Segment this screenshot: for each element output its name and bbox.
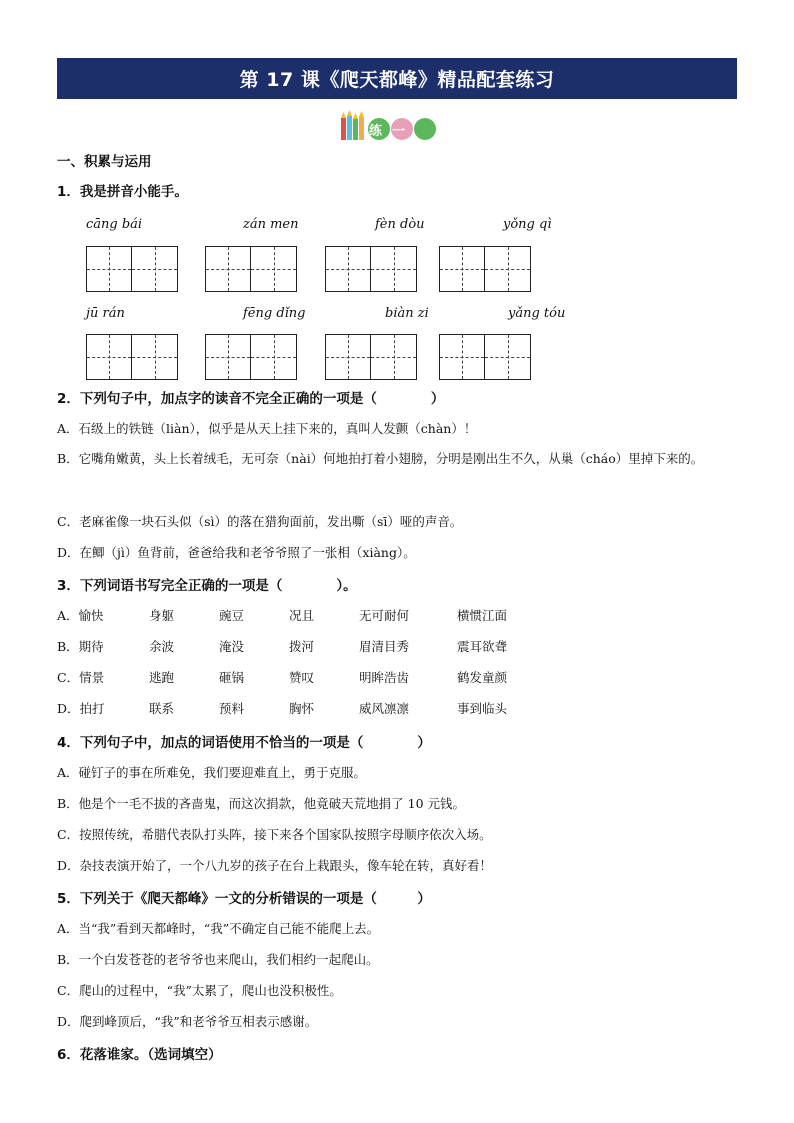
option-d: D．在鲫（jì）鱼背前，爸爸给我和老爷爷照了一张相（xiàng）。 <box>57 545 416 560</box>
word: 眉清目秀 <box>359 639 410 654</box>
option-a: A．当“我”看到天都峰时，“我”不确定自己能不能爬上去。 <box>57 921 380 936</box>
pinyin-label: cāng bái <box>86 217 143 232</box>
word: 砸锅 <box>219 670 245 685</box>
writing-grid[interactable] <box>86 334 178 380</box>
pinyin-label: fèn dòu <box>375 217 425 232</box>
writing-grid[interactable] <box>325 334 417 380</box>
word: D．拍打 <box>57 701 105 716</box>
question-1-title: 1．我是拼音小能手。 <box>57 184 188 200</box>
word: 威风凛凛 <box>359 701 410 716</box>
word: 明眸浩齿 <box>359 670 410 685</box>
word: 无可耐何 <box>359 608 410 623</box>
word: 赞叹 <box>289 670 315 685</box>
practice-badge <box>339 110 445 158</box>
option-d: D．杂技表演开始了，一个八九岁的孩子在台上栽跟头，像车轮在转，真好看！ <box>57 858 493 873</box>
option-b: B．一个白发苍苍的老爷爷也来爬山，我们相约一起爬山。 <box>57 952 379 967</box>
option-d: D．爬到峰顶后，“我”和老爷爷互相表示感谢。 <box>57 1014 318 1029</box>
pinyin-label: yǎng tóu <box>508 306 566 321</box>
pinyin-label: yǒng qì <box>503 217 552 232</box>
option-a: A．石级上的铁链（liàn），似乎是从天上挂下来的，真叫人发颤（chàn）！ <box>57 421 477 436</box>
word: 横惯江面 <box>457 608 508 623</box>
writing-grid[interactable] <box>86 246 178 292</box>
word: 拨河 <box>289 639 315 654</box>
writing-grid[interactable] <box>205 334 297 380</box>
option-c: C．老麻雀像一块石头似（sì）的落在猎狗面前，发出嘶（sī）哑的声音。 <box>57 514 463 529</box>
word: 豌豆 <box>219 608 245 623</box>
word: 震耳欲聋 <box>457 639 508 654</box>
pinyin-label: zán men <box>243 217 299 232</box>
word: 淹没 <box>219 639 245 654</box>
question-3-title: 3．下列词语书写完全正确的一项是（ ）。 <box>57 578 357 594</box>
writing-grid[interactable] <box>325 246 417 292</box>
word: C．情景 <box>57 670 105 685</box>
word: 联系 <box>149 701 175 716</box>
word: A．愉快 <box>57 608 104 623</box>
option-b: B．它嘴角嫩黄，头上长着绒毛，无可奈（nài）何地拍打着小翅膀，分明是刚出生不久，从巢（cháo）里掉下来的。 <box>57 451 704 466</box>
question-6-title: 6．花落谁家。（选词填空） <box>57 1047 222 1063</box>
option-c: C．爬山的过程中，“我”太累了，爬山也没积极性。 <box>57 983 342 998</box>
word: 况且 <box>289 608 315 623</box>
word: 余波 <box>149 639 175 654</box>
writing-grid[interactable] <box>439 334 531 380</box>
word: 身躯 <box>149 608 175 623</box>
word: 鹤发童颜 <box>457 670 508 685</box>
word: B．期待 <box>57 639 104 654</box>
option-b: B．他是个一毛不拔的吝啬鬼，而这次捐款，他竟破天荒地捐了 10 元钱。 <box>57 796 466 811</box>
writing-grid[interactable] <box>439 246 531 292</box>
page-title: 第 17 课《爬天都峰》精品配套练习 <box>57 58 737 99</box>
question-4-title: 4．下列句子中，加点的词语使用不恰当的一项是（ ） <box>57 735 431 751</box>
word: 事到临头 <box>457 701 508 716</box>
writing-grid[interactable] <box>205 246 297 292</box>
word: 逃跑 <box>149 670 175 685</box>
word: 预料 <box>219 701 245 716</box>
pinyin-label: jū rán <box>86 306 125 321</box>
pinyin-label: fēng dǐng <box>243 306 306 321</box>
question-2-title: 2．下列句子中，加点字的读音不完全正确的一项是（ ） <box>57 391 445 407</box>
section-heading: 一、积累与运用 <box>57 154 152 170</box>
word: 胸怀 <box>289 701 315 716</box>
badge-label: 练一练 <box>369 124 416 158</box>
option-a: A．碰钉子的事在所难免，我们要迎难直上，勇于克服。 <box>57 765 367 780</box>
option-c: C．按照传统，希腊代表队打头阵，接下来各个国家队按照字母顺序依次入场。 <box>57 827 492 842</box>
question-5-title: 5．下列关于《爬天都峰》一文的分析错误的一项是（ ） <box>57 891 431 907</box>
pinyin-label: biàn zi <box>385 306 429 321</box>
